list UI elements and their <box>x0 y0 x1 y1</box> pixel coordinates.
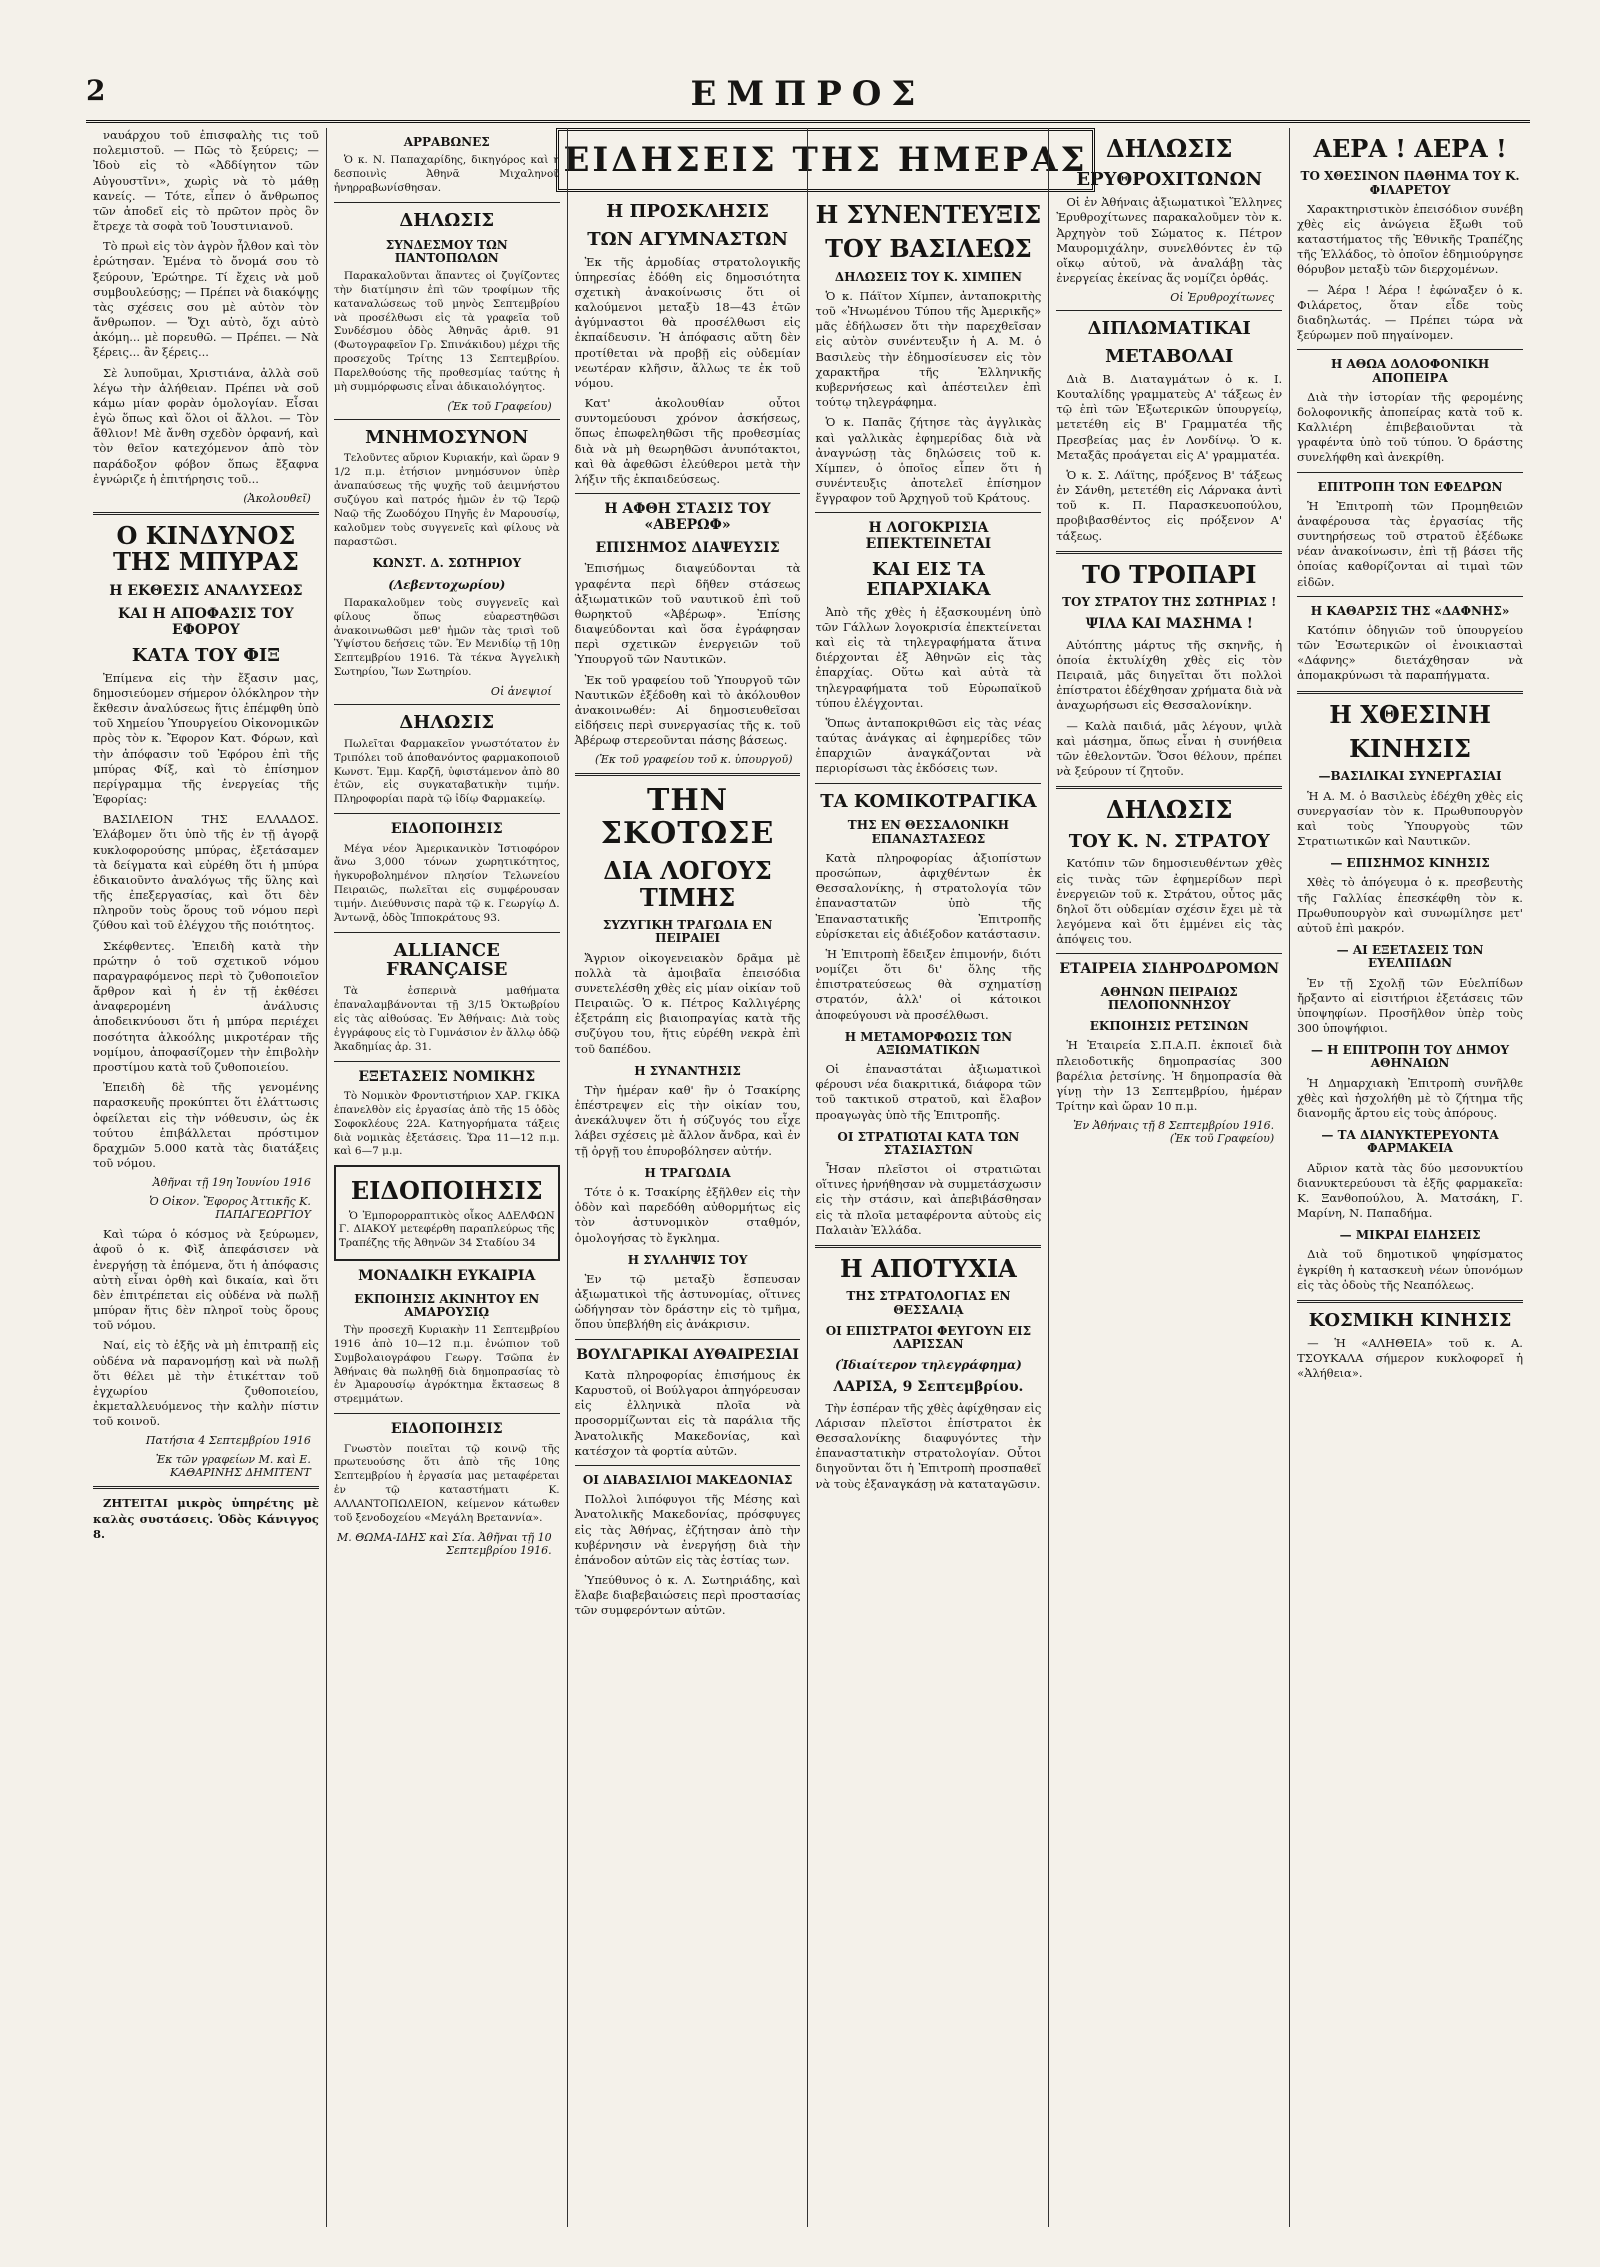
article-paragraph: Ὁ κ. Παπᾶς ζήτησε τὰς ἀγγλικὰς καὶ γαλλικὰς ἐφημερίδας διὰ νὰ ἀναγνώσῃ τὰς δηλώσεις τοῦ κ. Χίμπεν, ὁ ὁποῖος εἶπεν ὅτι ἡ συνέντευξις ἀποτελεῖ ἐπίσημον ἔγγραφον τοῦ Ἀρχηγοῦ τοῦ Κράτους. <box>815 415 1042 506</box>
article-headline: Η ΑΘΩΑ ΔΟΛΟΦΟΝΙΚΗ ΑΠΟΠΕΙΡΑ <box>1330 357 1490 385</box>
article-headline: ΒΟΥΛΓΑΡΙΚΑΙ ΑΥΘΑΙΡΕΣΙΑΙ <box>576 1346 799 1363</box>
article-paragraph: Κατ' ἀκολουθίαν οὗτοι συντομεύουσι χρόνον ἀσκήσεως, ὅπως ἐπωφεληθῶσι τῆς προθεσμίας διὰ νὰ μὴ θεωρηθῶσι ἀνυπότακτοι, καὶ θὰ ἀφεθῶσι ἐλεύθεροι μετὰ τὴν λήξιν τῆς ἐκπαιδεύσεως. <box>574 396 801 486</box>
notice-text: Ὁ κ. Ν. Παπαχαρίδης, δικηγόρος καὶ ἡ δεσποινὶς Ἀθηνᾶ Μιχαληνοῦ ἠνηρραβωνίσθησαν. <box>333 154 560 194</box>
page-number: 2 <box>86 74 106 107</box>
article-headline: ΔΙΠΛΩΜΑΤΙΚΑΙ <box>1087 318 1251 340</box>
serial-continues: (Ἀκολουθεῖ) <box>243 491 311 505</box>
article-paragraph: Διὰ τοῦ δημοτικοῦ ψηφίσματος ἐγκρίθη ἡ κατασκευὴ νέων ὑπονόμων εἰς τὰς ὁδοὺς τῆς Νεαπόλεως. <box>1297 1247 1523 1292</box>
article-paragraph: Ἐπίμενα εἰς τὴν ἔξασιν μας, δημοσιεύομεν σήμερον ὁλόκληρον τὴν ἔκθεσιν ἀναλύσεως ἥτις ἐπέμφθη ὑπὸ τοῦ Χημείου Ὑπουργείου Οἰκονομικῶν πρὸς τὸν κ. Ἔφορον Κατ. Φόρων, καὶ τὴν ἀπόφασιν τοῦ Ἐφόρου ἐπὶ τῆς μπύρας Φίξ, καὶ τὸ ἐπίσημον περίγραμμα τῆς ἐνεργείας τῆς Ἐφορίας: <box>93 670 319 807</box>
notice-subheadline: ΣΥΝΔΕΣΜΟΥ ΤΩΝ ΠΑΝΤΟΠΩΛΩΝ <box>385 237 508 265</box>
article-source: (Ἰδιαίτερον τηλεγράφημα) <box>834 1358 1022 1373</box>
article-paragraph: Ἐν τῇ Σχολῇ τῶν Εὐελπίδων ἤρξαντο αἱ εἰσιτήριοι ἐξετάσεις τῶν ὑποψηφίων. Προσῆλθον ὑπὲρ τοὺς 300 ὑποψήφιοι. <box>1297 975 1523 1036</box>
article-headline: ΑΕΡΑ ! ΑΕΡΑ ! <box>1313 134 1507 163</box>
advert-box <box>334 1165 560 1261</box>
article-headline: Η ΑΦΘΗ ΣΤΑΣΙΣ ΤΟΥ «ΑΒΕΡΩΦ» <box>604 501 771 533</box>
classified-ad: ΖΗΤΕΙΤΑΙ μικρὸς ὑπηρέτης μὲ καλὰς συστάσεις. Ὁδὸς Κάνιγγος 8. <box>93 1496 319 1541</box>
article-paragraph: — Ἀέρα ! Ἀέρα ! ἐφώναξεν ὁ κ. Φιλάρετος, ὅταν εἶδε τοὺς διαδηλωτάς. — Πρέπει τώρα νὰ ξεύρωμεν ποῦ πηγαίνομεν. <box>1297 282 1523 343</box>
dateline: ΛΑΡΙΣΑ, 9 Σεπτεμβρίου. <box>833 1379 1024 1396</box>
article-headline: ΤΩΝ ΑΓΥΜΝΑΣΤΩΝ <box>587 228 788 250</box>
article-headline: Η ΚΑΘΑΡΣΙΣ ΤΗΣ «ΔΑΦΝΗΣ» <box>1310 603 1510 618</box>
article-paragraph: Τότε ὁ κ. Τσακίρης ἐξῆλθεν εἰς τὴν ὁδὸν καὶ παρεδόθη αὐθορμήτως εἰς τὸν ἀστυνομικὸν σταθμόν, ὁμολογήσας τὸ ἔγκλημα. <box>574 1185 801 1245</box>
column-5 <box>1049 128 1290 2227</box>
notice-headline: ΜΟΝΑΔΙΚΗ ΕΥΚΑΙΡΙΑ <box>358 1268 536 1285</box>
section-headline: ΚΟΣΜΙΚΗ ΚΙΝΗΣΙΣ <box>1308 1309 1512 1331</box>
article-subheadline: ΕΠΙΣΗΜΟΣ ΔΙΑΨΕΥΣΙΣ <box>595 539 780 556</box>
notice-headline: ΕΙΔΟΠΟΙΗΣΙΣ <box>390 1421 503 1438</box>
article-headline: Η ΠΡΟΣΚΛΗΣΙΣ <box>606 201 769 222</box>
notice-text: Παρακαλοῦμεν τοὺς συγγενεῖς καὶ φίλους ὅπως εὐαρεστηθῶσι ἀνακοινωθῶσι μεθ' ἡμῶν τὰς τρισὶ τοῦ Ὑψίστου δεήσεις τῶν. Ἐν Μενιδίῳ τῇ 10ῃ Σεπτεμβρίου 1916. Τὰ τέκνα Ἀγγελικὴ Σωτηρίου, Ἴων Σωτηρίου. <box>333 596 560 679</box>
article-subheadline: ΔΗΛΩΣΕΙΣ ΤΟΥ Κ. ΧΙΜΠΕΝ <box>834 269 1022 284</box>
notice-text: Ὁ Ἐμπορορραπτικὸς οἶκος ΑΔΕΛΦΩΝ Γ. ΔΙΑΚΟΥ μετεφέρθη παραπλεύρως τῆς Τραπέζης τῆς Ἀθηνῶν 34 Σταδίου 34 <box>338 1209 555 1250</box>
notice-signature: Μ. ΘΩΜΑ-ΙΔΗΣ καὶ Σία. Ἀθῆναι τῇ 10 Σεπτεμβρίου 1916. <box>336 1530 552 1557</box>
article-paragraph: Διὰ τὴν ἱστορίαν τῆς φερομένης δολοφονικῆς ἀποπείρας κατὰ τοῦ κ. Καλλιέρη ἐπιβεβαιοῦνται τὰ γραφέντα ὑπὸ τοῦ τύπου. Ὁ δράστης συνελήφθη καὶ ἀνεκρίθη. <box>1297 389 1523 465</box>
article-subheadline: ΤΗΣ ΣΤΡΑΤΟΛΟΓΙΑΣ ΕΝ ΘΕΣΣΑΛΙᾼ <box>846 1289 1011 1317</box>
divider <box>334 704 560 705</box>
section-subhead: —ΒΑΣΙΛΙΚΑΙ ΣΥΝΕΡΓΑΣΙΑΙ <box>1318 769 1502 784</box>
column-6 <box>1290 128 1530 2227</box>
article-paragraph: Αὔριον κατὰ τὰς δύο μεσονυκτίου διανυκτερεύουσι τὰ ἑξῆς φαρμακεῖα: Κ. Ξανθοπούλου, Ἀ. Ματσάκη, Γ. Μαρίνη, Ν. Παπαδήμα. <box>1297 1160 1523 1221</box>
section-subhead: Η ΜΕΤΑΜΟΡΦΩΣΙΣ ΤΩΝ ΑΞΙΩΜΑΤΙΚΩΝ <box>844 1029 1013 1057</box>
notice-signature: Ἐν Ἀθήναις τῇ 8 Σεπτεμβρίου 1916. (Ἐκ τοῦ Γραφείου) <box>1073 1119 1275 1146</box>
article-paragraph: Κατὰ πληροφορίας ἀξιοπίστων προσώπων, ἀφιχθέντων ἐκ Θεσσαλονίκης, ἡ στρατολογία τῶν ἐπαναστατῶν ὑπὸ τῆς Ἐπαναστατικῆς Ἐπιτροπῆς εὑρίσκεται εἰς ἀδιέξοδον κατάστασιν. <box>815 850 1042 941</box>
notice-text: Ἡ Ἑταιρεία Σ.Π.Α.Π. ἐκποιεῖ διὰ πλειοδοτικῆς δημοπρασίας 300 βαρέλια ῥετσίνης. Ἡ δημοπρασία θὰ γίνῃ τὴν 13 Σεπτεμβρίου, ἡμέραν Τρίτην καὶ ὥραν 10 π.μ. <box>1056 1038 1283 1114</box>
article-subheadline: ΚΑΙ Η ΑΠΟΦΑΣΙΣ ΤΟΥ ΕΦΟΡΟΥ <box>118 606 294 638</box>
section-subhead: — Η ΕΠΙΤΡΟΠΗ ΤΟΥ ΔΗΜΟΥ ΑΘΗΝΑΙΩΝ <box>1310 1043 1510 1071</box>
article-paragraph: Ἡ Ἐπιτροπὴ ἔδειξεν ἐπιμονήν, διότι νομίζει ὅτι δι' ὅλης τῆς ἐπιστρατεύσεως θὰ σχηματίσῃ στρατόν, ἀλλ' οἱ κάτοικοι ἀποφεύγουσι νὰ προσέλθωσι. <box>815 946 1042 1022</box>
article-headline: Η ΛΟΓΟΚΡΙΣΙΑ ΕΠΕΚΤΕΙΝΕΤΑΙ <box>865 520 992 552</box>
article-paragraph: Πολλοὶ λιπόφυγοι τῆς Μέσης καὶ Ἀνατολικῆς Μακεδονίας, πρόσφυγες εἰς τὰς Ἀθήνας, ἐζήτησαν ἀπὸ τὴν κυβέρνησιν νὰ ἐνεργήσῃ διὰ τὴν ἐπάνοδον αὐτῶν εἰς τὰς ἑστίας των. <box>574 1492 801 1567</box>
masthead <box>86 70 1530 123</box>
notice-headline: ΔΗΛΩΣΙΣ <box>399 209 495 231</box>
article-headline: Ο ΚΙΝΔΥΝΟΣ ΤΗΣ ΜΠΥΡΑΣ <box>112 520 299 577</box>
section-subhead: Η ΣΥΛΛΗΨΙΣ ΤΟΥ <box>627 1252 748 1267</box>
article-headline: ΔΗΛΩΣΙΣ <box>1106 795 1233 825</box>
notice-headline: ΕΤΑΙΡΕΙΑ ΣΙΔΗΡΟΔΡΟΜΩΝ <box>1059 961 1280 978</box>
section-subhead: ΟΙ ΣΤΡΑΤΙΩΤΑΙ ΚΑΤΑ ΤΩΝ ΣΤΑΣΙΑΣΤΩΝ <box>837 1129 1020 1157</box>
article-headline: ΔΗΛΩΣΙΣ <box>1106 134 1233 163</box>
divider <box>1056 551 1282 554</box>
article-headline: Η ΑΠΟΤΥΧΙΑ <box>840 1254 1017 1283</box>
notice-name: ΚΩΝΣΤ. Δ. ΣΩΤΗΡΙΟΥ <box>372 556 522 571</box>
article-subheadline: ΤΟΥ ΣΤΡΑΤΟΥ ΤΗΣ ΣΩΤΗΡΙΑΣ ! <box>1062 595 1277 610</box>
section-title: ΑΡΡΑΒΩΝΕΣ <box>403 135 490 149</box>
serial-text: Σὲ λυποῦμαι, Χριστιάνα, ἀλλὰ σοῦ λέγω τὴν ἀλήθειαν. Πρέπει νὰ σοῦ κάμω μίαν φορὰν ὁμολογίαν. Εἶσαι ἐγὼ ὅπως καὶ ὅλοι οἱ ἄλλοι. — Τὸν ἄθλιον! Μὲ ἄνθη σχεδὸν ὀρφανή, καὶ τὸν θεῖον κατεχόμενον ἀπὸ τὸν παράδοξον φόβον ὅπως ἔξαφνα ἐγνώριζε ἡ ἐπιτήρησις τοῦ... <box>93 365 319 486</box>
article-subheadline: ΣΥΖΥΓΙΚΗ ΤΡΑΓΩΔΙΑ ΕΝ ΠΕΙΡΑΙΕΙ <box>602 918 773 946</box>
article-headline: ΕΠΙΤΡΟΠΗ ΤΩΝ ΕΦΕΔΡΩΝ <box>1317 479 1503 494</box>
section-subhead: — ΜΙΚΡΑΙ ΕΙΔΗΣΕΙΣ <box>1339 1228 1481 1243</box>
divider <box>1297 472 1523 473</box>
article-paragraph: Ἐπισήμως διαψεύδονται τὰ γραφέντα περὶ δῆθεν στάσεως ἀξιωματικῶν τοῦ ναυτικοῦ ἐπὶ τοῦ θωρηκτοῦ «Ἀβέρωφ». Ἐπίσης διαψεύδονται καὶ ὅσα ἐγράφησαν περὶ σχετικῶν ἐνεργειῶν τοῦ Ὑπουργοῦ τῶν Ναυτικῶν. <box>574 561 801 667</box>
notice-text: Μέγα νέον Ἀμερικανικὸν Ἱστιοφόρον ἄνω 3,000 τόνων χωρητικότητος, ἡγκυροβολημένον πλησίον Τελωνείου Πειραιῶς, πωλεῖται εἰς συμφέρουσαν τιμήν. Διεύθυνσις παρὰ τῷ κ. Γεωργίῳ Δ. Ἀντωνᾷ, ὁδὸς Ἱπποκράτους 93. <box>333 842 560 924</box>
notice-text: Τὴν προσεχῆ Κυριακὴν 11 Σεπτεμβρίου 1916 ἀπὸ 10—12 π.μ. ἐνώπιον τοῦ Συμβολαιογράφου Γεωργ. Τσῶπα ἐν Ἀθήναις θὰ πωληθῇ διὰ δημοπρασίας τὸ ἐν Ἀμαρουσίῳ ἀγρόκτημα ἔκτασεως 8 στρεμμάτων. <box>333 1323 560 1406</box>
column-4 <box>808 128 1049 2227</box>
notice-headline: ALLIANCE FRANÇAISE <box>385 939 508 981</box>
article-paragraph: Ὑπεύθυνος ὁ κ. Λ. Σωτηριάδης, καὶ ἔλαβε διαβεβαιώσεις περὶ προστασίας τῶν συμφερόντων αὐτῶν. <box>574 1573 801 1618</box>
section-headline: ΚΙΝΗΣΙΣ <box>1349 734 1471 764</box>
article-paragraph: Κατὰ πληροφορίας ἐπισήμους ἐκ Καρυστοῦ, οἱ Βούλγαροι ἀπηγόρευσαν εἰς ἐλληνικὰ πλοῖα νὰ προσορμίζωνται εἰς τὰ παράλια τῆς Ἀνατολικῆς Μακεδονίας, καὶ κατέσχον τὰ φορτία αὐτῶν. <box>574 1367 801 1458</box>
divider <box>575 773 801 776</box>
article-paragraph: Ἐν τῷ μεταξὺ ἔσπευσαν ἀξιωματικοὶ τῆς ἀστυνομίας, οἵτινες ὡδήγησαν τὸν δράστην εἰς τὸ τμῆμα, ὅπου ὑπεβλήθη εἰς ἀνάκρισιν. <box>574 1271 801 1332</box>
divider <box>334 202 560 203</box>
article-headline: ΤΗΝ ΣΚΟΤΩΣΕ <box>600 783 775 852</box>
article-headline: ΟΙ ΔΙΑΒΑΣΙΛΙΟΙ ΜΑΚΕΔΟΝΙΑΣ <box>582 1472 793 1487</box>
column-2 <box>327 128 568 2227</box>
divider <box>575 1465 801 1466</box>
notice-date: Πατήσια 4 Σεπτεμβρίου 1916 <box>145 1434 311 1448</box>
article-paragraph: Ὁ κ. Πάϊτον Χίμπεν, ἀνταποκριτὴς τοῦ «Ἡνωμένου Τύπου τῆς Ἀμερικῆς» μᾶς ἐδήλωσεν ὅτι τὴν παρεχθεῖσαν εἰς αὐτὸν συνέντευξιν ἡ Α. Μ. ὁ Βασιλεὺς τὴν ἐδημοσίευσεν εἰς τὸν χαρακτῆρα τῆς Ἑλληνικῆς κυβερνήσεως καὶ ἀπέστειλεν ἐπὶ τούτῳ τηλεγράφημα. <box>815 288 1042 410</box>
divider <box>1297 1300 1523 1303</box>
column-3 <box>568 128 809 2227</box>
divider <box>575 493 801 494</box>
article-paragraph: Χθὲς τὸ ἀπόγευμα ὁ κ. πρεσβευτὴς τῆς Γαλλίας ἐπεσκέφθη τὸν κ. Πρωθυπουργὸν καὶ συνωμίλησε μετ' αὐτοῦ ἐπὶ μακρόν. <box>1297 875 1523 935</box>
divider <box>815 1245 1041 1248</box>
article-subheadline: ΤΟ ΧΘΕΣΙΝΟΝ ΠΑΘΗΜΑ ΤΟΥ Κ. ΦΙΛΑΡΕΤΟΥ <box>1300 169 1520 197</box>
article-paragraph: Ἐπειδὴ δὲ τῆς γενομένης παρασκευῆς προκύπτει ὅτι ἐλάττωσις ὀφείλεται εἰς τὴν νόθευσιν, ὡς ἐκ τούτου ἐπιβάλλεται πρόστιμον δραχμῶν 5.000 κατὰ τὰς διατάξεις τοῦ νόμου. <box>93 1080 319 1171</box>
article-paragraph: Χαρακτηριστικὸν ἐπεισόδιον συνέβη χθὲς εἰς ἀνώγεια ἔξωθι τοῦ καταστήματος τῆς Ἐθνικῆς Τραπέζης τῆς Ἑλλάδος, τὸ ὁποῖον ἐδημιούργησε θόρυβον μεταξὺ τῶν διερχομένων. <box>1297 201 1523 277</box>
article-paragraph: Διὰ Β. Διαταγμάτων ὁ κ. Ι. Κουταλίδης γραμματεὺς Α' τάξεως ἐν τῷ ἐπὶ τῶν Ἐξωτερικῶν ὑπουργείῳ, μετετέθη εἰς Β' Γραμματέα τῆς Πρεσβείας μας ἐν Λονδίνῳ. Ὁ κ. Μεταξᾶς προάγεται εἰς Α' γραμματέα. <box>1056 371 1283 462</box>
divider <box>334 932 560 933</box>
article-paragraph: Ἦσαν πλεῖστοι οἱ στρατιῶται οἵτινες ἠρνήθησαν νὰ συμμετάσχωσιν εἰς τὴν στάσιν, καὶ ἀπεβιβάσθησαν εἰς τὰ πλοῖα μεταφέροντα αὐτοὺς εἰς Παλαιὰν Ἑλλάδα. <box>815 1162 1042 1237</box>
divider <box>93 1486 319 1489</box>
notice-name-sub: (Λεβεντοχωρίου) <box>388 577 506 592</box>
article-subheadline: ΤΗΣ ΕΝ ΘΕΣΣΑΛΟΝΙΚΗ ΕΠΑΝΑΣΤΑΣΕΩΣ <box>847 818 1009 846</box>
article-subheadline: ΚΑΤΑ ΤΟΥ ΦΙΞ <box>131 644 281 666</box>
banner-spacer <box>575 128 801 194</box>
notice-headline: ΜΝΗΜΟΣΥΝΟΝ <box>365 426 529 448</box>
serial-text: Τὸ πρωὶ εἰς τὸν ἀγρὸν ἦλθον καὶ τὸν ἐρώτησαν. Ἐμένα τὸ ὄνομά σου τὸ ξεύρουν, Ἐρώτηρε. Τί ἔχεις νὰ μοῦ συμβουλεύσῃς; — Πρέπει νὰ διακόψῃς τὰς σχέσεις σου μὲ αὐτὸν τὸν ἄνθρωπον. — Ὄχι αὐτὸ, ὅχι αὐτὸ ἀκόμη... μὲ πορευθῶ. — Πρέπει. — Νὰ ξέρεις... ἂν ξέρεις... <box>93 239 319 360</box>
article-paragraph: Ἄγριον οἰκογενειακὸν δρᾶμα μὲ πολλὰ τὰ ἀμοιβαῖα ἐπεισόδια συνετελέσθη χθὲς εἰς μίαν οἰκίαν τοῦ Πειραιῶς. Ὁ κ. Πέτρος Καλλιγέρης ἐξετράπη εἰς βιαιοπραγίας κατὰ τῆς συζύγου του, ἥτις εὑρέθη νεκρὰ ἐπὶ τοῦ δαπέδου. <box>574 950 801 1056</box>
article-paragraph: Τὴν ἡμέραν καθ' ἣν ὁ Τσακίρης ἐπέστρεψεν εἰς τὴν οἰκίαν του, ἀνεκάλυψεν ὅτι ἡ σύζυγός του εἶχε λάβει σχέσεις μὲ ἄλλον ἄνδρα, καὶ ἐν τῇ ὀργῇ του ἐπυροβόλησεν αὐτήν. <box>574 1082 801 1158</box>
divider <box>334 1061 560 1062</box>
article-paragraph: Αὐτόπτης μάρτυς τῆς σκηνῆς, ἡ ὁποία ἐκτυλίχθη χθὲς εἰς τὸν Πειραιᾶ, μᾶς διηγεῖται ὅτι πολλοὶ ἐπίστρατοι ἐδέχθησαν χρήματα διὰ νὰ ἀναχωρήσωσι εἰς Θεσσαλονίκην. <box>1056 637 1283 713</box>
article-paragraph: Οἱ ἐν Ἀθήναις ἀξιωματικοὶ Ἕλληνες Ἐρυθροχίτωνες παρακαλοῦμεν τὸν κ. Ἀρχηγὸν τοῦ Σώματος κ. Πέτρον Μαυρομιχάλην, συνελθόντες ἐν τῷ οἴκῳ αὐτοῦ, νὰ ἀναλάβῃ τὰς ἐνεργείας ἐκείνας ἅς νομίζει ὀρθάς. <box>1056 195 1283 286</box>
notice-headline: ΕΙΔΟΠΟΙΗΣΙΣ <box>390 821 503 838</box>
divider <box>1056 310 1282 311</box>
article-paragraph: Οἱ ἐπαναστάται ἀξιωματικοὶ φέρουσι νέα διακριτικά, διάφορα τῶν τοῦ τακτικοῦ στρατοῦ, καὶ ἔλαβον προαγωγὰς ὑπὸ τῆς Ἐπιτροπῆς. <box>815 1062 1042 1122</box>
section-subhead: Η ΤΡΑΓΩΔΙΑ <box>644 1165 731 1180</box>
divider <box>334 1413 560 1414</box>
article-headline: ΜΕΤΑΒΟΛΑΙ <box>1105 346 1234 368</box>
article-source: (Ἐκ τοῦ γραφείου τοῦ κ. ὑπουργοῦ) <box>595 753 793 767</box>
notice-subheadline: ΕΚΠΟΙΗΣΙΣ ΑΚΙΝΗΤΟΥ ΕΝ ΑΜΑΡΟΥΣΙῼ <box>354 1291 540 1319</box>
section-subhead: — ΕΠΙΣΗΜΟΣ ΚΙΝΗΣΙΣ <box>1330 856 1490 871</box>
article-subheadline: Η ΕΚΘΕΣΙΣ ΑΝΑΛΥΣΕΩΣ <box>109 582 303 599</box>
article-paragraph: Ἡ Ἐπιτροπὴ τῶν Προμηθειῶν ἀναφέρουσα τὰς ἐργασίας τῆς συντηρήσεως τοῦ στρατοῦ ἐξέδωκε νέαν ἀνακοίνωσιν, ἐπὶ τῇ βάσει τῆς ὁποίας καθορίζονται αἱ τιμαὶ τῶν εἰδῶν. <box>1297 498 1523 589</box>
notice-headline: ΕΞΕΤΑΣΕΙΣ ΝΟΜΙΚΗΣ <box>358 1068 536 1085</box>
article-paragraph: Κατόπιν ὁδηγιῶν τοῦ ὑπουργείου τῶν Ἐσωτερικῶν οἱ ἐνοικιασταὶ «Δάφνης» διετάχθησαν νὰ ἀπομακρύνωσι τὰ παραπήγματα. <box>1297 622 1523 683</box>
notice-signature: Οἱ ἀνεψιοί <box>490 685 552 699</box>
column-1 <box>86 128 327 2227</box>
article-paragraph: — Ἡ «ΑΛΗΘΕΙΑ» τοῦ κ. Α. ΤΣΟΥΚΑΛΑ σήμερον κυκλοφορεῖ ἡ «Ἀλήθεια». <box>1297 1335 1523 1381</box>
notice-signature: Ἐκ τῶν γραφείων Μ. καὶ Ε. ΚΑΘΑΡΙΝΗΣ ΔΗΜΙΤΕΝΤ <box>155 1453 311 1480</box>
article-paragraph: ΒΑΣΙΛΕΙΟΝ ΤΗΣ ΕΛΛΑΔΟΣ. Ἐλάβομεν ὅτι ὑπὸ τῆς ἐν τῇ ἀγορᾷ κυκλοφορούσης μπύρας, ἐξετάσαμεν τὰ δείγματα καὶ εὑρέθη ὅτι ἡ μπύρα ἐδικαιοῦντο ἀναλόγως τῆς ὕλης καὶ τῆς ἐπεξεργασίας, καὶ ὅτι δὲν πληροῦν τοὺς ὅρους τοῦ νόμου περὶ ζύθου καὶ τοῦ ἐλέγχου τῆς ποιότητος. <box>93 812 319 933</box>
notice-text: Γνωστὸν ποιεῖται τῷ κοινῷ τῆς πρωτευούσης ὅτι ἀπὸ τῆς 10ης Σεπτεμβρίου ἡ ἐργασία μας μεταφέρεται ἐν τῷ καταστήματι Κ. ΑΛΛΑΝΤΟΠΩΛΕΙΟΝ, κείμενον κάτωθεν τοῦ ξενοδοχείου «Μεγάλη Βρεταννία». <box>333 1442 560 1524</box>
article-headline: ΤΑ ΚΟΜΙΚΟΤΡΑΓΙΚΑ <box>820 790 1037 812</box>
article-headline: ΤΟΥ ΒΑΣΙΛΕΩΣ <box>825 234 1032 264</box>
article-paragraph: Κατόπιν τῶν δημοσιευθέντων χθὲς εἰς τινὰς τῶν ἐφημερίδων περὶ ἐνεργειῶν τοῦ κ. Στράτου, οὗτος μᾶς δηλοῖ ὅτι οὐδεμίαν σχέσιν ἔχει μὲ τὰ λεγόμενα καὶ ὅτι ἐμμένει εἰς τὰς ἀπόψεις του. <box>1056 856 1283 947</box>
article-paragraph: Τὴν ἑσπέραν τῆς χθὲς ἀφίχθησαν εἰς Λάρισαν πλεῖστοι ἐπίστρατοι ἐκ Θεσσαλονίκης διαφυγόντες τὴν ἐπαναστατικὴν στρατολογίαν. Οὗτοι διηγοῦνται ὅτι ἡ Ἐπιτροπὴ προσπαθεῖ νὰ τοὺς ἐξαναγκάσῃ νὰ καταταγῶσιν. <box>815 1400 1042 1491</box>
notice-subheadline: ΑΘΗΝΩΝ ΠΕΙΡΑΙΩΣ ΠΕΛΟΠΟΝΝΗΣΟΥ <box>1100 984 1238 1013</box>
serial-text: ναυάρχου τοῦ ἐπισφαλὴς τις τοῦ πολεμιστοῦ. — Πῶς τὸ ξεύρεις; — Ἰδοὺ εἰς τὸ «Ἀδδίγητον τῶν Αὐγουστῖνι», χωρὶς νὰ τὸ μάθῃ κανείς. — Τότε, εἶπεν ὁ ἄνθρωπος τῶν ἀποδεῖ εἰς τὸ πρῶτον πρὸς ὃν ἔτρεχε τὰ σοφὰ τοῦ Ἰουστινιανοῦ. <box>93 128 319 234</box>
article-paragraph: Ἡ Δημαρχιακὴ Ἐπιτροπὴ συνῆλθε χθὲς καὶ ἠσχολήθη μὲ τὸ ζήτημα τῆς διανομῆς ἄρτου εἰς τοὺς ἀπόρους. <box>1297 1075 1523 1120</box>
article-paragraph: Καὶ τώρα ὁ κόσμος νὰ ξεύρωμεν, ἀφοῦ ὁ κ. Φὶξ ἀπεφάσισεν νὰ ἐνεργήσῃ τὰ ἐπόμενα, ὅτι ἡ ἀπόφασις αὐτὴ εἶναι ὀρθὴ καὶ δικαία, καὶ ὅτι δὲν ἐπιτρέπεται εἰς οὐδένα νὰ πωλῇ μπύραν ἥτις δὲν πληροῖ τοὺς ὅρους τοῦ νόμου. <box>93 1227 319 1333</box>
notice-text: Τὰ ἐσπερινὰ μαθήματα ἐπαναλαμβάνονται τῇ 3/15 Ὀκτωβρίου εἰς τὰς αἰθούσας. Ἐν Ἀθήναις: Διὰ τοὺς ἐγγράφους εἰς τὸ Γυμνάσιον ἐν ἄλλῳ ὁδῷ Ἀκαδημίας ἀρ. 31. <box>333 985 560 1053</box>
article-headline: ΤΟΥ Κ. Ν. ΣΤΡΑΤΟΥ <box>1068 830 1270 852</box>
columns <box>86 128 1530 2227</box>
divider <box>1297 349 1523 350</box>
notice-text: Πωλεῖται Φαρμακεῖον γνωστότατον ἐν Τριπόλει τοῦ ἀποθανόντος φαρμακοποιοῦ Κωνστ. Ἐμμ. Καρζῆ, ὑφιστάμενον ἀπὸ 80 ἐτῶν, εἰς συγκαταβατικὴν τιμήν. Πληροφορίαι παρὰ τῷ ἰδίῳ Φαρμακείῳ. <box>333 737 560 806</box>
article-subheadline: ΨΙΛΑ ΚΑΙ ΜΑΣΗΜΑ ! <box>1085 616 1253 633</box>
article-paragraph: Ὁ κ. Σ. Λάϊτης, πρόξενος Β' τάξεως ἐν Σάνθη, μετετέθη εἰς Λάρνακα ἀντὶ τοῦ κ. Π. Παρασκευοπούλου, προβιβασθέντος εἰς πρόξενον Α' τάξεως. <box>1056 467 1283 543</box>
notice-text: Τὸ Νομικὸν Φροντιστήριον ΧΑΡ. ΓΚΙΚΑ ἐπανελθὸν εἰς ἐργασίας ἀπὸ τῆς 15 ὁδὸς Σοφοκλέους 22Α. Κατηγορήματα τάξεις διὰ νομικὰς ἐξετάσεις. Ὥρα 11—12 π.μ. καὶ 6—7 μ.μ. <box>333 1089 560 1158</box>
article-paragraph: Ἡ Α. Μ. ὁ Βασιλεὺς ἐδέχθη χθὲς εἰς συνεργασίαν τὸν κ. Πρωθυπουργὸν καὶ τοὺς Ὑπουργοὺς τῶν Στρατιωτικῶν καὶ Ναυτικῶν. <box>1297 788 1523 849</box>
article-paragraph: Ἐκ τῆς ἁρμοδίας στρατολογικῆς ὑπηρεσίας ἐδόθη εἰς δημοσιότητα σχετικὴ ἀνακοίνωσις ὅτι οἱ καλούμενοι μεταξὺ 18—43 ἐτῶν ἀγύμναστοι θὰ προσέλθωσι εἰς ἐκπαίδευσιν. Ἡ ἀπόφασις αὕτη δὲν προτίθεται νὰ προβῇ εἰς οὐδεμίαν νεωτέραν κλῆσιν, ἄλλως τε ἐκ τοῦ νόμου. <box>574 254 801 390</box>
divider <box>1056 953 1282 954</box>
section-subhead: Η ΣΥΝΑΝΤΗΣΙΣ <box>634 1063 741 1078</box>
notice-text: Παρακαλοῦνται ἅπαντες οἱ ζυγίζοντες τὴν διατίμησιν ἐπὶ τῶν τροφίμων τῆς καταναλώσεως τοῦ μηνὸς Σεπτεμβρίου νὰ προσέλθωσι εἰς τὰ γραφεῖα τοῦ Συνδέσμου ὁδὸς Ἀθηνᾶς ἀριθ. 91 (Φωτογραφεῖον Γρ. Σπινάκιδου) μέχρι τῆς προσεχοῦς Τρίτης 13 Σεπτεμβρίου. Παρελθούσης τῆς προθεσμίας ταύτης ἡ μὴ συμμόρφωσις εἶναι ἀδικαιολόγητος. <box>333 269 560 393</box>
divider <box>1297 596 1523 597</box>
article-paragraph: Ἐκ τοῦ γραφείου τοῦ Ὑπουργοῦ τῶν Ναυτικῶν ἐξέδοθη καὶ τὸ ἀκόλουθον ἀνακοινωθέν: Αἱ δημοσιευθεῖσαι εἰδήσεις περὶ συνεργασίας τῆς κ. τοῦ Ἀβέρωφ στερεοῦνται πάσης βάσεως. <box>574 672 801 748</box>
banner-spacer <box>815 128 1041 194</box>
article-paragraph: Ὅπως ἀνταποκριθῶσι εἰς τὰς νέας ταύτας ἀνάγκας αἱ ἐφημερίδες τῶν ἐπαρχιῶν ἀναγκάζονται νὰ περιορίσωσι τὰς ἐκδόσεις των. <box>815 715 1042 776</box>
date-line: Ἀθῆναι τῇ 19η Ἰουνίου 1916 <box>152 1176 311 1190</box>
divider <box>575 1339 801 1340</box>
article-headline: ΕΡΥΘΡΟΧΙΤΩΝΩΝ <box>1076 169 1263 191</box>
article-headline: ΚΑΙ ΕΙΣ ΤΑ ΕΠΑΡΧΙΑΚΑ <box>866 559 991 600</box>
notice-source: (Ἐκ τοῦ Γραφείου) <box>447 399 552 413</box>
article-headline: Η ΣΥΝΕΝΤΕΥΞΙΣ <box>815 200 1042 229</box>
notice-headline: ΕΙΔΟΠΟΙΗΣΙΣ <box>350 1176 543 1206</box>
section-headline: Η ΧΘΕΣΙΝΗ <box>1329 699 1491 729</box>
article-headline: ΤΟ ΤΡΟΠΑΡΙ <box>1081 559 1257 589</box>
divider <box>334 813 560 814</box>
divider <box>815 783 1041 784</box>
section-subhead: — ΤΑ ΔΙΑΝΥΚΤΕΡΕΥΟΝΤΑ ΦΑΡΜΑΚΕΙΑ <box>1321 1128 1499 1156</box>
divider <box>1297 691 1523 694</box>
newspaper-title: ΕΜΠΡΟΣ <box>690 74 926 114</box>
divider <box>1056 786 1282 789</box>
divider <box>93 512 319 515</box>
article-subheadline: ΟΙ ΕΠΙΣΤΡΑΤΟΙ ΦΕΥΓΟΥΝ ΕΙΣ ΛΑΡΙΣΣΑΝ <box>825 1323 1032 1351</box>
section-subhead: — ΑΙ ΕΞΕΤΑΣΕΙΣ ΤΩΝ ΕΥΕΛΠΙΔΩΝ <box>1336 943 1484 971</box>
notice-text: Τελοῦντες αὔριον Κυριακήν, καὶ ὥραν 9 1/2 π.μ. ἐτήσιον μνημόσυνον ὑπὲρ ἀναπαύσεως τῆς ψυχῆς τοῦ ἀειμνήστου συζύγου καὶ πατρός ἡμῶν ἐν τῷ Ἱερῷ Ναῷ τῆς Ζωοδόχου Πηγῆς ἐν Μαρουσίῳ, καλοῦμεν τοὺς συγγενεῖς καὶ φίλους νὰ παραστῶσι. <box>333 452 560 548</box>
article-headline: ΔΙΑ ΛΟΓΟΥΣ ΤΙΜΗΣ <box>603 856 772 912</box>
notice-headline: ΔΗΛΩΣΙΣ <box>399 712 495 734</box>
article-signature: Οἱ Ἐρυθροχίτωνες <box>1170 291 1275 305</box>
article-paragraph: Σκέφθεντες. Ἐπειδὴ κατὰ τὴν πρώτην ὁ τοῦ σχετικοῦ νόμου παραγραφόμενος περὶ τὸ ζυθοποιεῖον ἄρθρον καὶ ἡ ἐν τῇ ἐκθέσει ἀναφερομένη ἀνάλυσις ἀποδεικνύουσι ὅτι ἡ μπύρα περιέχει ποσότητα ἀλκοόλης μικροτέραν τῆς νομίμου, ἀποφασίζομεν τὴν ἐπιβολὴν προστίμου κατὰ τοῦ ζυθοποιείου. <box>93 938 319 1074</box>
news-of-the-day-banner: ΕΙΔΗΣΕΙΣ ΤΗΣ ΗΜΕΡΑΣ <box>556 128 1095 192</box>
divider <box>815 512 1041 513</box>
signature: Ὁ Οἰκον. Ἔφορος Ἀττικῆς Κ. ΠΑΠΑΓΕΩΡΓΙΟΥ <box>149 1195 311 1222</box>
article-paragraph: Ἀπὸ τῆς χθὲς ἡ ἐξασκουμένη ὑπὸ τῶν Γάλλων λογοκρισία ἐπεκτείνεται καὶ εἰς τὰ τηλεγραφήματα ἅτινα διέρχονται ἐξ Ἀθηνῶν εἰς τὰς ἐπαρχίας. Οὕτω καὶ αὐτὰ τὰ τηλεγραφήματα τοῦ Εὐρωπαϊκοῦ τύπου ἐλέγχονται. <box>815 604 1042 710</box>
divider <box>334 419 560 420</box>
notice-subheadline: ΕΚΠΟΙΗΣΙΣ ΡΕΤΣΙΝΩΝ <box>1089 1019 1249 1034</box>
article-paragraph: — Καλὰ παιδιά, μᾶς λέγουν, ψιλὰ καὶ μάσημα, ὅπως εἶναι ἡ συνήθεια τῶν ἐθελοντῶν. Ὅσοι θέλουν, πρέπει νὰ ξεύρουν τί ζητοῦν. <box>1056 718 1283 779</box>
article-paragraph: Ναί, εἰς τὸ ἑξῆς νὰ μὴ ἐπιτραπῇ εἰς οὐδένα νὰ παρανομήσῃ καὶ νὰ πωλῇ ὅτι θέλει μὲ τὴν ἐτικέτταν τοῦ ἐγχωρίου ζυθοποιείου, ἐκμεταλλευόμενος τὴν καλὴν πίστιν τοῦ κοινοῦ. <box>93 1338 319 1429</box>
